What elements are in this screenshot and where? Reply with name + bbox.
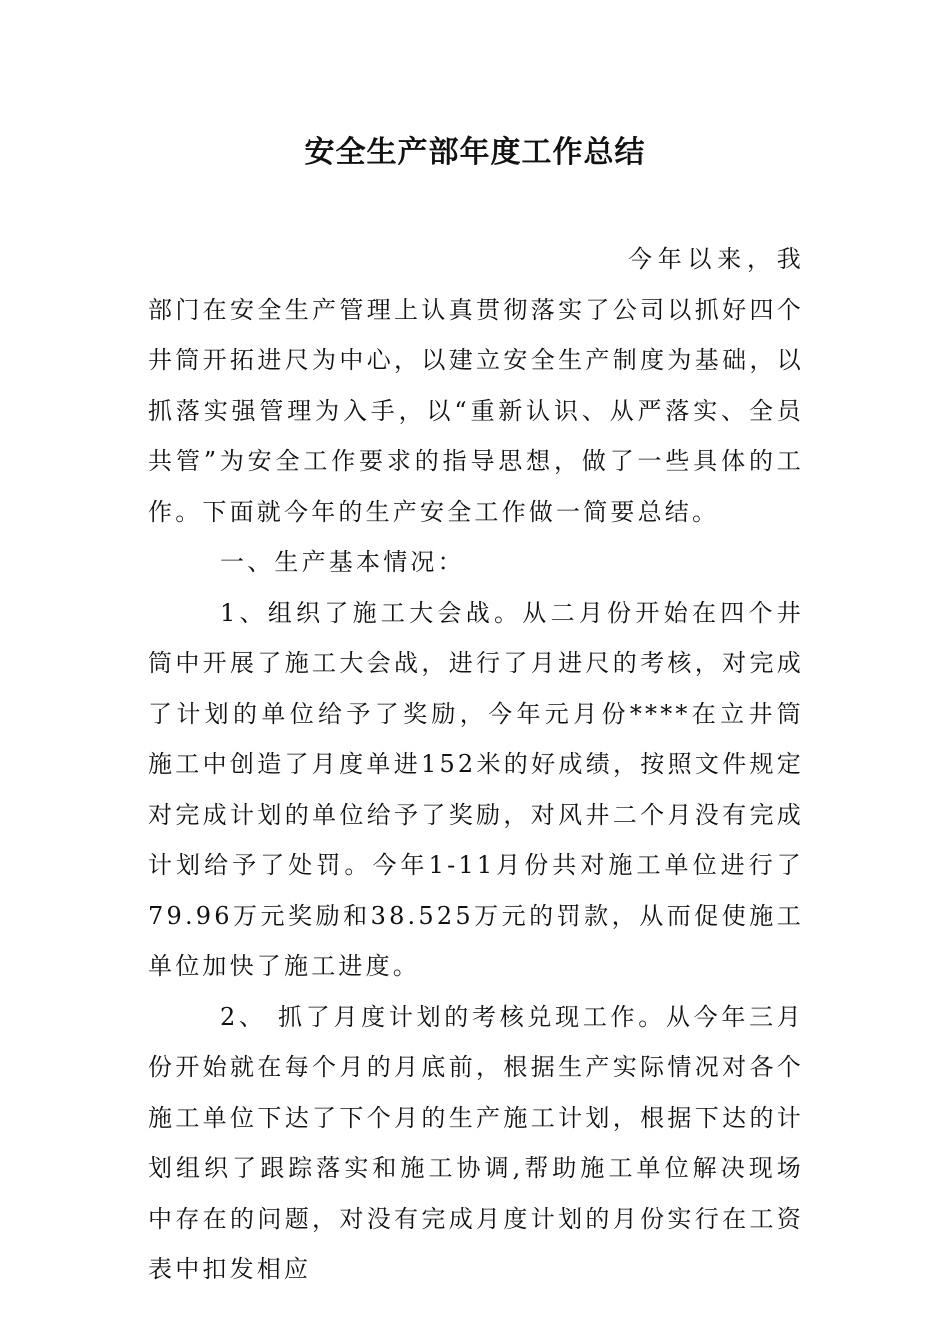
document-body xyxy=(148,234,804,1295)
document-title: 安全生产部年度工作总结 xyxy=(304,135,646,170)
section-heading-production: 一、生产基本情况： xyxy=(220,548,465,576)
paragraph-item-1: 1、组织了施工大会战。从二月份开始在四个井筒中开展了施工大会战，进行了月进尺的考核，对完成了计划的单位给予了奖励，今年元月份****在立井筒施工中创造了月度单进152米的好成绩，按照文件规定对完成计划的单位给予了奖励，对风井二个月没有完成计划给予了处罚。今年1-11月份共对施工单位进行了79.96万元奖励和38.525万元的罚款，从而促使施工单位加快了施工进度。 xyxy=(148,598,804,980)
paragraph-item-2: 2、 抓了月度计划的考核兑现工作。从今年三月份开始就在每个月的月底前，根据生产实际情况对各个施工单位下达了下个月的生产施工计划，根据下达的计划组织了跟踪落实和施工协调,帮助施工单位解决现场中存在的问题，对没有完成月度计划的月份实行在工资表中扣发相应 xyxy=(148,1002,804,1283)
paragraph-intro: 今年以来，我部门在安全生产管理上认真贯彻落实了公司以抓好四个井筒开拓进尺为中心，以建立安全生产制度为基础，以抓落实强管理为入手，以“重新认识、从严落实、全员共管”为安全工作要求的指导思想，做了一些具体的工作。下面就今年的生产安全工作做一简要总结。 xyxy=(148,245,804,526)
